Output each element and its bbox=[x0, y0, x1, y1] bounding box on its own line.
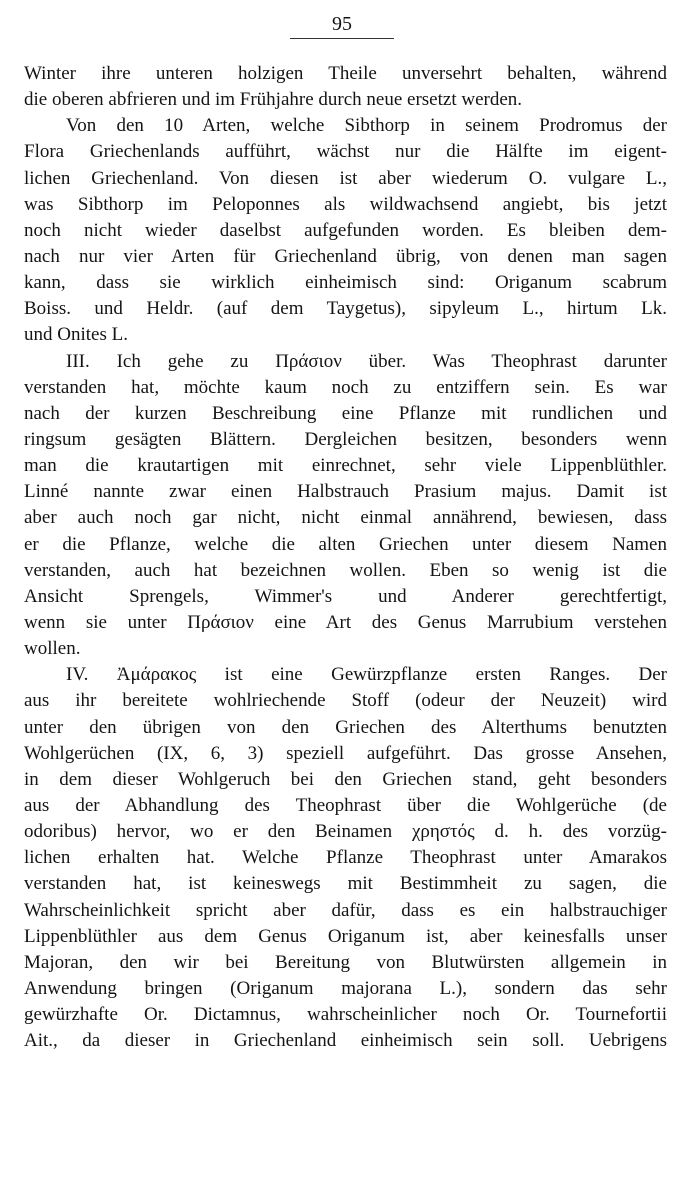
text-line: Ansicht Sprengels, Wimmer's und Anderer gerechtfertigt, bbox=[24, 585, 667, 607]
text-line: lichen Griechenland. Von diesen ist aber wiederum O. vulgare L., bbox=[24, 167, 667, 189]
text-line: man die krautartigen mit einrechnet, sehr viele Lippenblüthler. bbox=[24, 455, 667, 477]
text-line: IV. Ἀμάρακος ist eine Gewürzpflanze ersten Ranges. Der bbox=[66, 664, 667, 686]
body-text bbox=[24, 61, 667, 1054]
text-line: Flora Griechenlands aufführt, wächst nur die Hälfte im eigent- bbox=[24, 141, 667, 163]
text-line: wollen. bbox=[24, 638, 81, 660]
text-line: verstanden hat, ist keineswegs mit Bestimmheit zu sagen, die bbox=[24, 873, 667, 895]
text-line: nach nur vier Arten für Griechenland übrig, von denen man sagen bbox=[24, 245, 667, 267]
text-line: verstanden hat, möchte kaum noch zu entziffern sein. Es war bbox=[24, 376, 667, 398]
text-line: er die Pflanze, welche die alten Griechen unter diesem Namen bbox=[24, 533, 667, 555]
text-line: odoribus) hervor, wo er den Beinamen χρηστός d. h. des vorzüg- bbox=[24, 821, 667, 843]
text-line: die oberen abfrieren und im Frühjahre durch neue ersetzt werden. bbox=[24, 89, 523, 111]
text-line: Wahrscheinlichkeit spricht aber dafür, dass es ein halbstrauchiger bbox=[24, 899, 667, 921]
text-line: Boiss. und Heldr. (auf dem Taygetus), sipyleum L., hirtum Lk. bbox=[24, 298, 667, 320]
text-line: verstanden, auch hat bezeichnen wollen. Eben so wenig ist die bbox=[24, 559, 667, 581]
text-line: nach der kurzen Beschreibung eine Pflanze mit rundlichen und bbox=[24, 402, 667, 424]
text-line: Winter ihre unteren holzigen Theile unversehrt behalten, während bbox=[24, 63, 667, 84]
text-line: was Sibthorp im Peloponnes als wildwachsend angiebt, bis jetzt bbox=[24, 193, 667, 215]
text-line: und Onites L. bbox=[24, 324, 128, 346]
text-line: Wohlgerüchen (IX, 6, 3) speziell aufgeführt. Das grosse Ansehen, bbox=[24, 742, 667, 764]
text-line: Von den 10 Arten, welche Sibthorp in seinem Prodromus der bbox=[66, 115, 667, 137]
text-line: Lippenblüthler aus dem Genus Origanum ist, aber keinesfalls unser bbox=[24, 925, 667, 947]
text-line: Majoran, den wir bei Bereitung von Blutwürsten allgemein in bbox=[24, 951, 667, 973]
text-line: ringsum gesägten Blättern. Dergleichen besitzen, besonders wenn bbox=[24, 428, 667, 450]
text-line: gewürzhafte Or. Dictamnus, wahrscheinlicher noch Or. Tournefortii bbox=[24, 1004, 667, 1026]
text-line: aus ihr bereitete wohlriechende Stoff (odeur der Neuzeit) wird bbox=[24, 690, 667, 712]
text-line: unter den übrigen von den Griechen des Alterthums benutzten bbox=[24, 716, 667, 738]
text-line: Anwendung bringen (Origanum majorana L.), sondern das sehr bbox=[24, 977, 667, 999]
header-rule bbox=[290, 38, 394, 39]
text-line: noch nicht wieder daselbst aufgefunden worden. Es bleiben dem- bbox=[24, 219, 667, 241]
text-line: in dem dieser Wohlgeruch bei den Griechen stand, geht besonders bbox=[24, 768, 667, 790]
text-line: lichen erhalten hat. Welche Pflanze Theophrast unter Amarakos bbox=[24, 847, 667, 869]
page-number: 95 bbox=[332, 13, 352, 35]
text-line: kann, dass sie wirklich einheimisch sind: Origanum scabrum bbox=[24, 272, 667, 294]
text-line: III. Ich gehe zu Πράσιον über. Was Theophrast darunter bbox=[66, 350, 667, 372]
text-line: Linné nannte zwar einen Halbstrauch Prasium majus. Damit ist bbox=[24, 481, 667, 503]
text-line: Ait., da dieser in Griechenland einheimisch sein soll. Uebrigens bbox=[24, 1030, 667, 1052]
text-line: aus der Abhandlung des Theophrast über die Wohlgerüche (de bbox=[24, 794, 667, 816]
text-line: wenn sie unter Πράσιον eine Art des Genus Marrubium verstehen bbox=[24, 611, 667, 633]
text-line: aber auch noch gar nicht, nicht einmal annährend, bewiesen, dass bbox=[24, 507, 667, 529]
